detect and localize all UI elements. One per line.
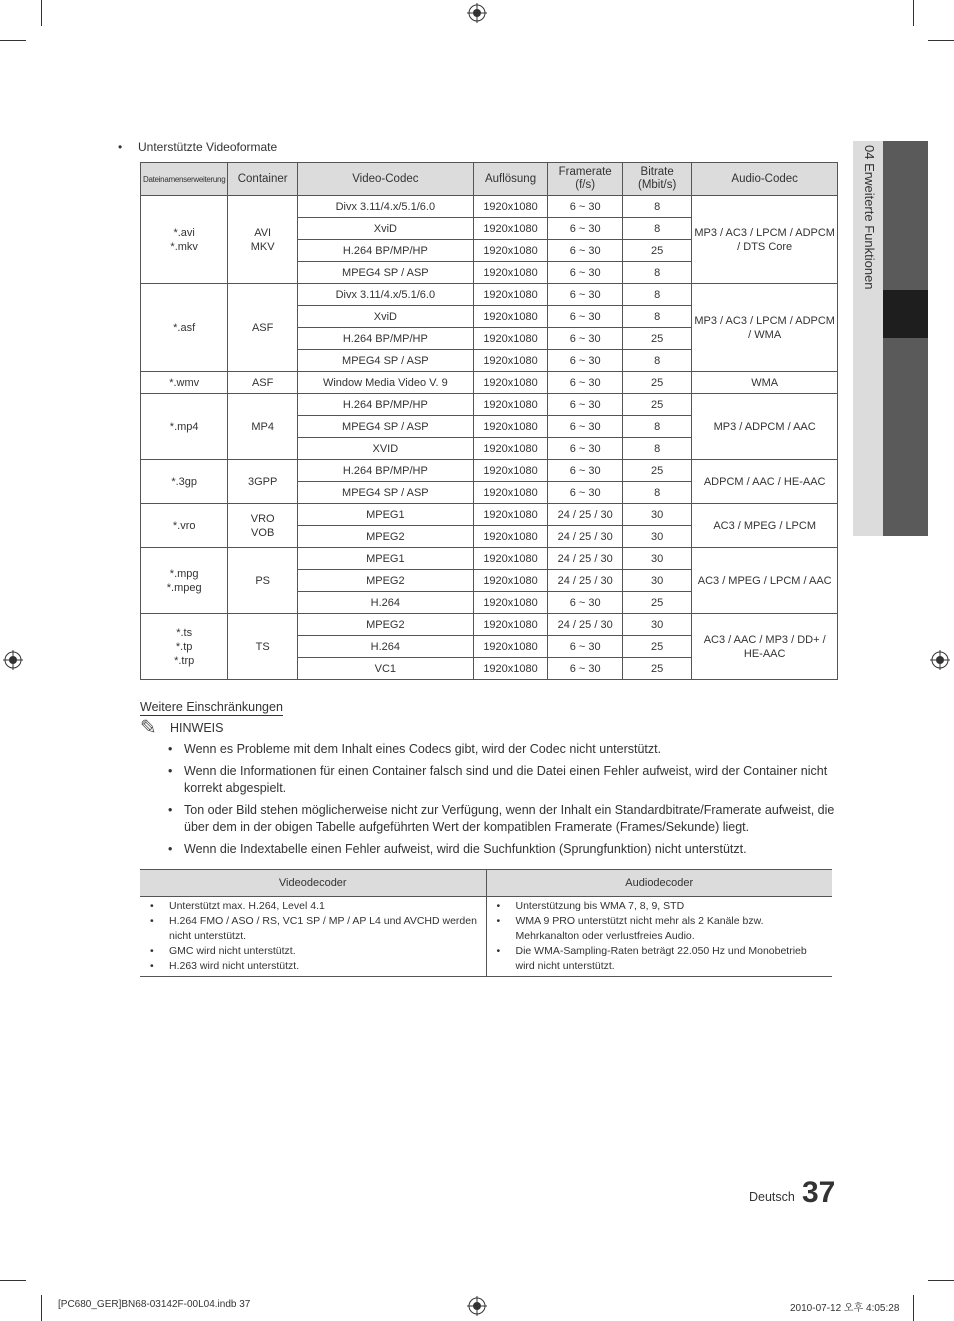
framerate-cell: 6 ~ 30 (548, 416, 623, 438)
resolution-cell: 1920x1080 (473, 306, 548, 328)
list-item-text: Unterstützung bis WMA 7, 8, 9, STD (515, 900, 685, 912)
crop-mark (913, 1295, 914, 1321)
column-header: Audiodecoder (486, 870, 832, 897)
audio-codec-cell: MP3 / ADPCM / AAC (692, 394, 838, 460)
table-row (141, 196, 838, 218)
resolution-cell: 1920x1080 (473, 328, 548, 350)
audio-codec-cell: ADPCM / AAC / HE-AAC (692, 460, 838, 504)
table-row (141, 614, 838, 636)
video-codec-cell: MPEG4 SP / ASP (297, 350, 473, 372)
crop-mark (928, 1280, 954, 1281)
table-row (141, 284, 838, 306)
framerate-cell: 6 ~ 30 (548, 350, 623, 372)
framerate-cell: 24 / 25 / 30 (548, 526, 623, 548)
resolution-cell: 1920x1080 (473, 262, 548, 284)
crop-mark (41, 1295, 42, 1321)
extension-cell: *.mpg *.mpeg (141, 548, 228, 614)
list-item-text: H.264 FMO / ASO / RS, VC1 SP / MP / AP L4 und AVCHD werden nicht unterstützt. (169, 915, 477, 942)
audio-codec-cell: AC3 / AAC / MP3 / DD+ / HE-AAC (692, 614, 838, 680)
framerate-cell: 6 ~ 30 (548, 372, 623, 394)
footer-language: Deutsch (749, 1190, 795, 1204)
audio-codec-cell: MP3 / AC3 / LPCM / ADPCM / WMA (692, 284, 838, 372)
print-slug-date: 2010-07-12 오후 4:05:28 (790, 1303, 900, 1314)
video-codec-cell: H.264 BP/MP/HP (297, 328, 473, 350)
audio-codec-cell: WMA (692, 372, 838, 394)
bitrate-cell: 8 (622, 262, 691, 284)
registration-mark-icon (467, 3, 487, 23)
note-header (140, 718, 223, 738)
bullet-icon: • (496, 900, 501, 912)
framerate-cell: 24 / 25 / 30 (548, 614, 623, 636)
print-slug-file: [PC680_GER]BN68-03142F-00L04.indb 37 (58, 1299, 251, 1310)
list-item-text: WMA 9 PRO unterstützt nicht mehr als 2 Kanäle bzw. Mehrkanalton oder verlustfreies Audio. (515, 915, 764, 942)
resolution-cell: 1920x1080 (473, 196, 548, 218)
chapter-tab-strip (883, 141, 928, 536)
table-header-row (140, 870, 832, 897)
bullet-icon: • (150, 915, 154, 927)
resolution-cell: 1920x1080 (473, 372, 548, 394)
extension-cell: *.3gp (141, 460, 228, 504)
column-header: Bitrate (Mbit/s) (622, 163, 691, 196)
framerate-cell: 6 ~ 30 (548, 658, 623, 680)
bitrate-cell: 8 (622, 350, 691, 372)
column-header: Audio-Codec (692, 163, 838, 196)
bitrate-cell: 25 (622, 460, 691, 482)
bitrate-cell: 25 (622, 592, 691, 614)
bitrate-cell: 8 (622, 306, 691, 328)
resolution-cell: 1920x1080 (473, 350, 548, 372)
video-codec-cell: MPEG2 (297, 614, 473, 636)
list-item-text: Die WMA-Sampling-Raten beträgt 22.050 Hz und Monobetrieb wird nicht unterstützt. (515, 945, 807, 972)
audio-codec-cell: AC3 / MPEG / LPCM / AAC (692, 548, 838, 614)
resolution-cell: 1920x1080 (473, 548, 548, 570)
bitrate-cell: 25 (622, 658, 691, 680)
bullet-icon: • (496, 945, 501, 957)
framerate-cell: 6 ~ 30 (548, 218, 623, 240)
resolution-cell: 1920x1080 (473, 416, 548, 438)
framerate-cell: 6 ~ 30 (548, 284, 623, 306)
list-item (144, 914, 482, 944)
extension-cell: *.mp4 (141, 394, 228, 460)
note-text: Ton oder Bild stehen möglicherweise nicht zur Verfügung, wenn der Inhalt ein Standardbitrate/Framerate aufweist, die über dem in der obigen Tabelle aufgeführten Wert der kompatiblen Framerate (Frames/Sekunde) liegt. (184, 803, 835, 834)
bullet-icon: • (168, 742, 173, 756)
registration-mark-icon (467, 1296, 487, 1316)
bullet-icon: • (496, 915, 501, 927)
section-heading-text: Unterstützte Videoformate (138, 140, 278, 154)
video-codec-cell: MPEG1 (297, 548, 473, 570)
video-codec-cell: XVID (297, 438, 473, 460)
resolution-cell: 1920x1080 (473, 240, 548, 262)
resolution-cell: 1920x1080 (473, 482, 548, 504)
crop-mark (928, 40, 954, 41)
list-item (491, 914, 829, 944)
container-cell: 3GPP (228, 460, 298, 504)
framerate-cell: 6 ~ 30 (548, 306, 623, 328)
section-heading (118, 140, 277, 154)
bitrate-cell: 8 (622, 196, 691, 218)
video-codec-cell: XviD (297, 218, 473, 240)
bullet-icon: • (168, 842, 173, 856)
framerate-cell: 24 / 25 / 30 (548, 504, 623, 526)
video-decoder-cell (140, 897, 486, 977)
list-item (144, 959, 482, 974)
video-codec-cell: VC1 (297, 658, 473, 680)
chapter-tab-label: 04 Erweiterte Funktionen (862, 145, 877, 290)
crop-mark (41, 0, 42, 26)
video-codec-cell: MPEG4 SP / ASP (297, 482, 473, 504)
resolution-cell: 1920x1080 (473, 284, 548, 306)
bitrate-cell: 30 (622, 504, 691, 526)
video-codec-cell: Divx 3.11/4.x/5.1/6.0 (297, 284, 473, 306)
bitrate-cell: 8 (622, 482, 691, 504)
video-codec-cell: Window Media Video V. 9 (297, 372, 473, 394)
container-cell: ASF (228, 372, 298, 394)
video-codec-cell: Divx 3.11/4.x/5.1/6.0 (297, 196, 473, 218)
registration-mark-icon (3, 650, 23, 670)
bullet-icon: • (118, 140, 123, 154)
column-header: Video-Codec (297, 163, 473, 196)
resolution-cell: 1920x1080 (473, 460, 548, 482)
extension-cell: *.vro (141, 504, 228, 548)
video-codec-cell: MPEG4 SP / ASP (297, 416, 473, 438)
bullet-icon: • (150, 945, 154, 957)
bullet-icon: • (168, 764, 173, 778)
bitrate-cell: 30 (622, 526, 691, 548)
framerate-cell: 6 ~ 30 (548, 438, 623, 460)
video-codec-cell: XviD (297, 306, 473, 328)
resolution-cell: 1920x1080 (473, 592, 548, 614)
crop-mark (0, 1280, 26, 1281)
bitrate-cell: 8 (622, 438, 691, 460)
list-item (168, 763, 838, 797)
note-text: Wenn die Indextabelle einen Fehler aufweist, wird die Suchfunktion (Sprungfunktion) nicht unterstützt. (184, 842, 747, 856)
bitrate-cell: 30 (622, 548, 691, 570)
video-codec-cell: H.264 BP/MP/HP (297, 460, 473, 482)
table-row (141, 504, 838, 526)
video-codec-cell: MPEG2 (297, 526, 473, 548)
pencil-note-icon: ✎ (140, 717, 157, 739)
bitrate-cell: 8 (622, 284, 691, 306)
bullet-icon: • (168, 803, 173, 817)
framerate-cell: 6 ~ 30 (548, 240, 623, 262)
video-codec-cell: H.264 (297, 592, 473, 614)
framerate-cell: 6 ~ 30 (548, 460, 623, 482)
container-cell: MP4 (228, 394, 298, 460)
framerate-cell: 24 / 25 / 30 (548, 548, 623, 570)
column-header: Framerate (f/s) (548, 163, 623, 196)
list-item (491, 899, 829, 914)
framerate-cell: 6 ~ 30 (548, 482, 623, 504)
column-header: Container (228, 163, 298, 196)
registration-mark-icon (930, 650, 950, 670)
video-format-table (140, 162, 838, 680)
framerate-cell: 6 ~ 30 (548, 394, 623, 416)
list-item (168, 802, 838, 836)
list-item-text: Unterstützt max. H.264, Level 4.1 (169, 900, 325, 912)
bitrate-cell: 25 (622, 240, 691, 262)
list-item-text: H.263 wird nicht unterstützt. (169, 960, 300, 972)
container-cell: PS (228, 548, 298, 614)
bullet-icon: • (150, 960, 154, 972)
resolution-cell: 1920x1080 (473, 218, 548, 240)
column-header: Videodecoder (140, 870, 486, 897)
video-codec-cell: MPEG1 (297, 504, 473, 526)
resolution-cell: 1920x1080 (473, 636, 548, 658)
video-codec-cell: H.264 BP/MP/HP (297, 394, 473, 416)
extension-cell: *.wmv (141, 372, 228, 394)
resolution-cell: 1920x1080 (473, 394, 548, 416)
note-text: Wenn die Informationen für einen Container falsch sind und die Datei einen Fehler aufweist, wird der Container nicht korrekt abgespielt. (184, 764, 828, 795)
table-row (141, 394, 838, 416)
audio-decoder-cell (486, 897, 832, 977)
table-header-row (141, 163, 838, 196)
video-codec-cell: MPEG2 (297, 570, 473, 592)
list-item-text: GMC wird nicht unterstützt. (169, 945, 296, 957)
column-header: Dateinamenserweiterung (141, 163, 228, 196)
bitrate-cell: 8 (622, 416, 691, 438)
audio-codec-cell: AC3 / MPEG / LPCM (692, 504, 838, 548)
decoder-table (140, 869, 832, 977)
bitrate-cell: 8 (622, 218, 691, 240)
resolution-cell: 1920x1080 (473, 614, 548, 636)
list-item (491, 944, 829, 974)
page-number: 37 (802, 1176, 836, 1209)
table-row (140, 897, 832, 977)
table-row (141, 372, 838, 394)
bitrate-cell: 30 (622, 570, 691, 592)
resolution-cell: 1920x1080 (473, 570, 548, 592)
list-item (144, 899, 482, 914)
note-list (168, 741, 838, 863)
extension-cell: *.asf (141, 284, 228, 372)
video-codec-cell: H.264 BP/MP/HP (297, 240, 473, 262)
video-codec-cell: H.264 (297, 636, 473, 658)
table-row (141, 460, 838, 482)
extension-cell: *.ts *.tp *.trp (141, 614, 228, 680)
list-item (144, 944, 482, 959)
table-row (141, 548, 838, 570)
framerate-cell: 6 ~ 30 (548, 262, 623, 284)
bitrate-cell: 30 (622, 614, 691, 636)
chapter-tab-active-marker (883, 290, 928, 338)
resolution-cell: 1920x1080 (473, 526, 548, 548)
framerate-cell: 6 ~ 30 (548, 592, 623, 614)
framerate-cell: 6 ~ 30 (548, 636, 623, 658)
note-label: HINWEIS (170, 721, 224, 735)
bitrate-cell: 25 (622, 636, 691, 658)
restrictions-title: Weitere Einschränkungen (140, 700, 283, 714)
list-item (168, 841, 838, 858)
note-text: Wenn es Probleme mit dem Inhalt eines Codecs gibt, wird der Codec nicht unterstützt. (184, 742, 662, 756)
container-cell: ASF (228, 284, 298, 372)
bitrate-cell: 25 (622, 394, 691, 416)
extension-cell: *.avi *.mkv (141, 196, 228, 284)
container-cell: AVI MKV (228, 196, 298, 284)
bitrate-cell: 25 (622, 372, 691, 394)
resolution-cell: 1920x1080 (473, 438, 548, 460)
resolution-cell: 1920x1080 (473, 658, 548, 680)
framerate-cell: 24 / 25 / 30 (548, 570, 623, 592)
crop-mark (913, 0, 914, 26)
list-item (168, 741, 838, 758)
framerate-cell: 6 ~ 30 (548, 196, 623, 218)
framerate-cell: 6 ~ 30 (548, 328, 623, 350)
resolution-cell: 1920x1080 (473, 504, 548, 526)
container-cell: TS (228, 614, 298, 680)
bullet-icon: • (150, 900, 154, 912)
crop-mark (0, 40, 26, 41)
video-codec-cell: MPEG4 SP / ASP (297, 262, 473, 284)
bitrate-cell: 25 (622, 328, 691, 350)
container-cell: VRO VOB (228, 504, 298, 548)
column-header: Auflösung (473, 163, 548, 196)
audio-codec-cell: MP3 / AC3 / LPCM / ADPCM / DTS Core (692, 196, 838, 284)
